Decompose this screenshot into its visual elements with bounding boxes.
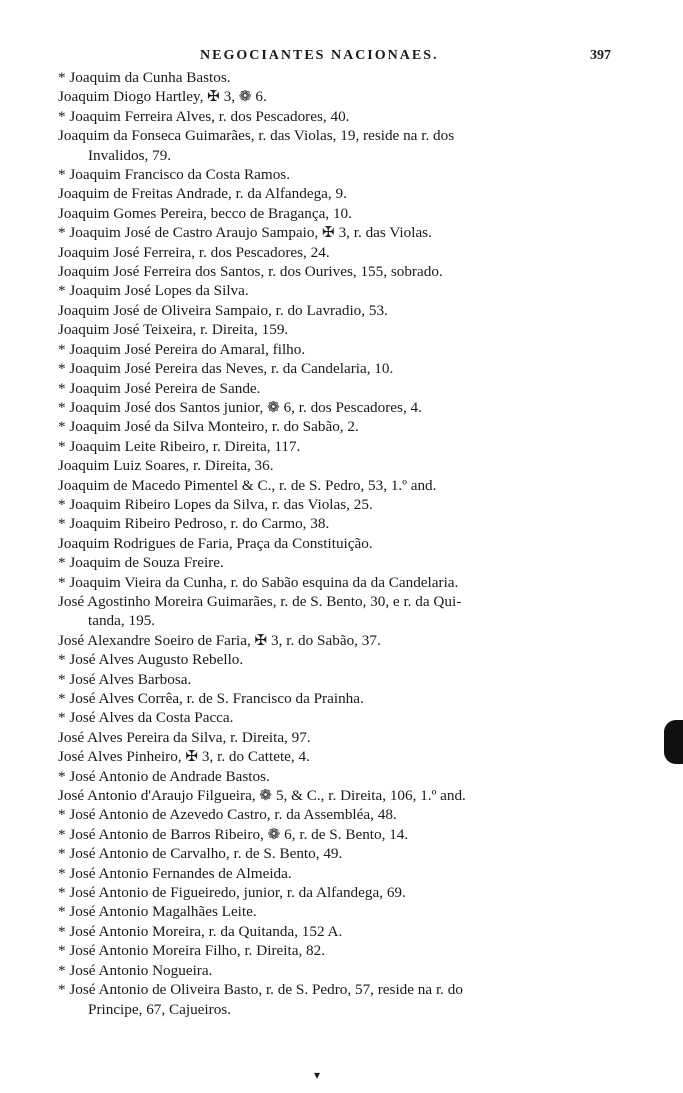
list-item: [58, 553, 626, 572]
list-item: [58, 805, 626, 824]
list-item: [58, 437, 626, 456]
entry-continuation: Invalidos, 79.: [88, 146, 172, 164]
entry-text: Joaquim de Macedo Pimentel & C., r. de S. Pedro, 53, 1.º and.: [58, 476, 437, 494]
entry-text: * José Antonio de Barros Ribeiro, ❁ 6, r. de S. Bento, 14.: [58, 825, 409, 843]
list-item: [58, 883, 626, 902]
page-number: 397: [590, 48, 611, 63]
list-item: [58, 573, 626, 592]
list-item: [58, 708, 626, 727]
list-item: [58, 514, 626, 533]
list-item: [58, 980, 626, 1019]
list-item: [58, 184, 626, 203]
entry-text: * Joaquim José Pereira de Sande.: [58, 379, 261, 397]
entry-text: Joaquim Gomes Pereira, becco de Bragança, 10.: [58, 204, 352, 222]
entry-text: Joaquim da Fonseca Guimarães, r. das Violas, 19, reside na r. dos: [58, 127, 455, 145]
list-item: [58, 126, 626, 165]
entry-text: * José Alves da Costa Pacca.: [58, 709, 234, 727]
list-item: [58, 262, 626, 281]
entry-text: * José Antonio de Azevedo Castro, r. da Assembléa, 48.: [58, 806, 397, 824]
entry-text: Joaquim José Teixeira, r. Direita, 159.: [58, 321, 289, 339]
list-item: [58, 223, 626, 242]
list-item: [58, 301, 626, 320]
list-item: [58, 243, 626, 262]
list-item: [58, 476, 626, 495]
entry-text: José Alves Pinheiro, ✠ 3, r. do Cattete, 4.: [58, 748, 310, 766]
list-item: [58, 941, 626, 960]
entry-text: * Joaquim Ribeiro Pedroso, r. do Carmo, 38.: [58, 515, 330, 533]
list-item: [58, 864, 626, 883]
entry-text: Joaquim José Ferreira, r. dos Pescadores, 24.: [58, 243, 330, 261]
list-item: [58, 320, 626, 339]
entry-text: Joaquim José Ferreira dos Santos, r. dos Ourives, 155, sobrado.: [58, 263, 443, 281]
list-item: [58, 650, 626, 669]
list-item: [58, 670, 626, 689]
list-item: [58, 495, 626, 514]
list-item: [58, 534, 626, 553]
entry-text: * Joaquim José de Castro Araujo Sampaio, ✠ 3, r. das Violas.: [58, 224, 432, 242]
list-item: [58, 398, 626, 417]
list-item: [58, 902, 626, 921]
list-item: [58, 340, 626, 359]
entry-text: * José Alves Augusto Rebello.: [58, 651, 244, 669]
list-item: [58, 107, 626, 126]
printer-mark-icon: ▾: [314, 1068, 321, 1082]
entry-text: * Joaquim Francisco da Costa Ramos.: [58, 166, 291, 184]
entry-text: * José Antonio Moreira, r. da Quitanda, 152 A.: [58, 922, 343, 940]
list-item: [58, 592, 626, 631]
entry-text: Joaquim de Freitas Andrade, r. da Alfandega, 9.: [58, 185, 347, 203]
merchant-list: [58, 68, 626, 1019]
entry-text: * Joaquim José Lopes da Silva.: [58, 282, 249, 300]
list-item: [58, 359, 626, 378]
list-item: [58, 689, 626, 708]
list-item: [58, 631, 626, 650]
entry-text: * José Antonio de Carvalho, r. de S. Bento, 49.: [58, 845, 343, 863]
entry-text: * Joaquim Ribeiro Lopes da Silva, r. das Violas, 25.: [58, 495, 373, 513]
list-item: [58, 456, 626, 475]
entry-text: Joaquim Diogo Hartley, ✠ 3, ❁ 6.: [58, 88, 267, 106]
entry-text: * Joaquim José dos Santos junior, ❁ 6, r. dos Pescadores, 4.: [58, 398, 422, 416]
entry-text: * José Antonio Magalhães Leite.: [58, 903, 257, 921]
list-item: [58, 844, 626, 863]
entry-text: Joaquim Luiz Soares, r. Direita, 36.: [58, 457, 274, 475]
entry-text: * Joaquim Leite Ribeiro, r. Direita, 117.: [58, 437, 301, 455]
list-item: [58, 786, 626, 805]
entry-text: Joaquim Rodrigues de Faria, Praça da Constituição.: [58, 534, 373, 552]
entry-text: * Joaquim da Cunha Bastos.: [58, 69, 231, 86]
entry-continuation: Principe, 67, Cajueiros.: [88, 1000, 231, 1018]
entry-text: José Alves Pereira da Silva, r. Direita, 97.: [58, 728, 311, 746]
list-item: [58, 417, 626, 436]
thumb-index-tab: [664, 720, 683, 764]
list-item: [58, 379, 626, 398]
list-item: [58, 87, 626, 106]
entry-text: * José Antonio Moreira Filho, r. Direita, 82.: [58, 942, 326, 960]
entry-text: * José Antonio Nogueira.: [58, 961, 213, 979]
list-item: [58, 747, 626, 766]
page-header: [0, 48, 683, 70]
entry-text: * José Alves Barbosa.: [58, 670, 192, 688]
list-item: [58, 922, 626, 941]
entry-text: * José Antonio de Figueiredo, junior, r. da Alfandega, 69.: [58, 884, 406, 902]
entry-text: * Joaquim José Pereira do Amaral, filho.: [58, 340, 306, 358]
entry-continuation: tanda, 195.: [88, 612, 156, 630]
list-item: [58, 961, 626, 980]
entry-text: José Alexandre Soeiro de Faria, ✠ 3, r. do Sabão, 37.: [58, 631, 381, 649]
list-item: [58, 767, 626, 786]
entry-text: Joaquim José de Oliveira Sampaio, r. do Lavradio, 53.: [58, 301, 388, 319]
entry-text: * José Antonio Fernandes de Almeida.: [58, 864, 292, 882]
list-item: [58, 204, 626, 223]
entry-text: * Joaquim José Pereira das Neves, r. da Candelaria, 10.: [58, 360, 394, 378]
entry-text: * Joaquim Vieira da Cunha, r. do Sabão esquina da da Candelaria.: [58, 573, 459, 591]
entry-text: * José Alves Corrêa, r. de S. Francisco da Prainha.: [58, 690, 364, 707]
entry-text: José Agostinho Moreira Guimarães, r. de S. Bento, 30, e r. da Qui-: [58, 592, 462, 610]
list-item: [58, 68, 626, 87]
entry-text: * Joaquim José da Silva Monteiro, r. do Sabão, 2.: [58, 418, 359, 436]
page-title: NEGOCIANTES NACIONAES.: [200, 48, 439, 63]
list-item: [58, 825, 626, 844]
list-item: [58, 281, 626, 300]
list-item: [58, 728, 626, 747]
entry-text: * Joaquim Ferreira Alves, r. dos Pescadores, 40.: [58, 107, 350, 125]
entry-text: * Joaquim de Souza Freire.: [58, 554, 224, 572]
list-item: [58, 165, 626, 184]
entry-text: José Antonio d'Araujo Filgueira, ❁ 5, & C., r. Direita, 106, 1.º and.: [58, 787, 466, 805]
entry-text: * José Antonio de Andrade Bastos.: [58, 767, 270, 785]
entry-text: * José Antonio de Oliveira Basto, r. de S. Pedro, 57, reside na r. do: [58, 981, 463, 999]
